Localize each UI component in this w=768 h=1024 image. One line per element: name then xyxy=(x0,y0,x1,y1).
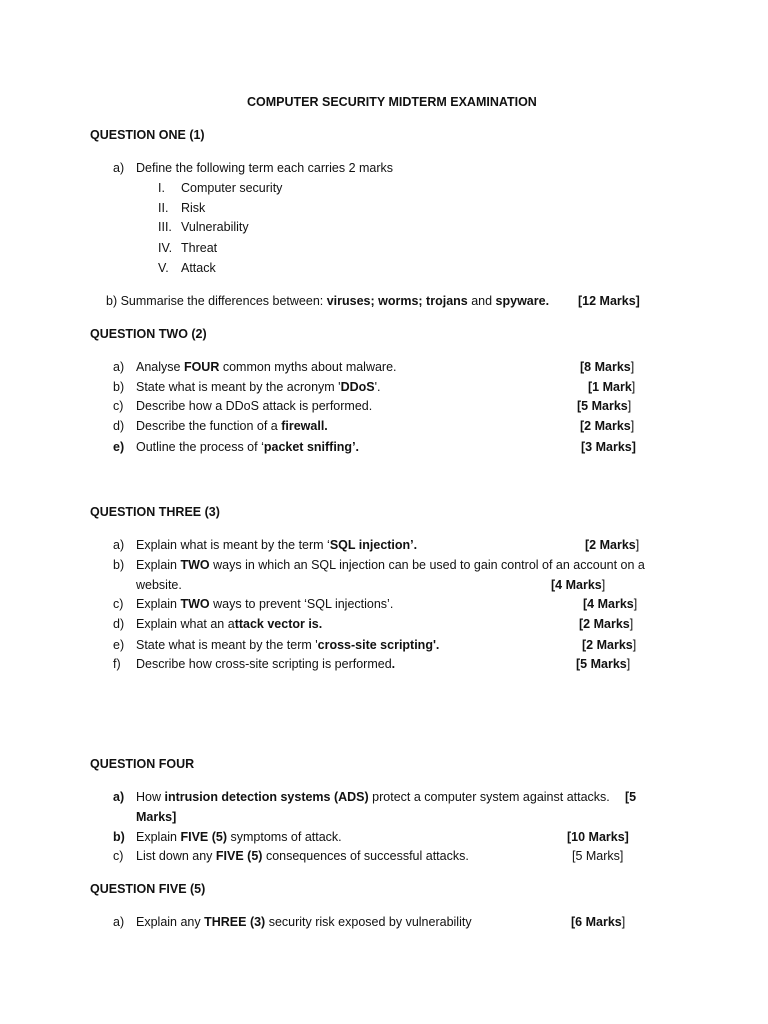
q3-item-text: State what is meant by the term 'cross-site scripting'. xyxy=(136,638,440,652)
q3-item-text: Explain TWO ways to prevent ‘SQL injections’. xyxy=(136,597,394,611)
question-two-heading: QUESTION TWO (2) xyxy=(90,327,207,341)
question-four-heading: QUESTION FOUR xyxy=(90,757,195,771)
q4-item-marks: [5 xyxy=(625,790,637,804)
q2-item-text: State what is meant by the acronym 'DDoS'. xyxy=(136,380,381,394)
q1-b-text: b) Summarise the differences between: viruses; worms; trojans and spyware. xyxy=(106,294,550,308)
q2-item-marks: [2 Marks] xyxy=(580,419,635,433)
q2-item-text: Describe how a DDoS attack is performed. xyxy=(136,399,373,413)
q4-item-text: List down any FIVE (5) consequences of successful attacks. xyxy=(136,849,469,863)
q2-item-marks: [8 Marks] xyxy=(580,360,635,374)
q2-item-label: c) xyxy=(113,399,124,413)
q4-item-label: a) xyxy=(113,790,125,804)
q1-a-label: a) xyxy=(113,161,125,175)
term-text: Threat xyxy=(181,241,218,255)
q2-item-label: e) xyxy=(113,440,125,454)
q4-item-text: How intrusion detection systems (ADS) protect a computer system against attacks. xyxy=(136,790,610,804)
q3-item-marks: [4 Marks] xyxy=(551,578,606,592)
q2-item-label: d) xyxy=(113,419,125,433)
term-num: II. xyxy=(158,201,169,215)
q2-item-label: b) xyxy=(113,380,125,394)
q3-item-marks: [2 Marks] xyxy=(582,638,637,652)
q5-item-text: Explain any THREE (3) security risk exposed by vulnerability xyxy=(136,915,472,929)
q3-item-text: Explain what is meant by the term ‘SQL injection’. xyxy=(136,538,418,552)
q4-item-marks: [10 Marks] xyxy=(567,830,629,844)
q3-item-label: e) xyxy=(113,638,125,652)
q1-a-text: Define the following term each carries 2 marks xyxy=(136,161,394,175)
question-three-heading: QUESTION THREE (3) xyxy=(90,505,220,519)
q2-item-marks: [1 Mark] xyxy=(588,380,636,394)
q3-item-label: a) xyxy=(113,538,125,552)
term-num: V. xyxy=(158,261,169,275)
term-num: III. xyxy=(158,220,172,234)
exam-title: COMPUTER SECURITY MIDTERM EXAMINATION xyxy=(247,95,537,109)
term-num: IV. xyxy=(158,241,173,255)
q4-item-label: c) xyxy=(113,849,124,863)
q4-item-text: Explain FIVE (5) symptoms of attack. xyxy=(136,830,342,844)
term-num: I. xyxy=(158,181,165,195)
term-text: Computer security xyxy=(181,181,283,195)
term-text: Vulnerability xyxy=(181,220,249,234)
q2-item-text: Describe the function of a firewall. xyxy=(136,419,328,433)
q5-item-marks: [6 Marks] xyxy=(571,915,626,929)
term-text: Attack xyxy=(181,261,216,275)
q3-item-text: Explain what an attack vector is. xyxy=(136,617,323,631)
q5-item-label: a) xyxy=(113,915,125,929)
q3-item-text: Describe how cross-site scripting is performed. xyxy=(136,657,396,671)
question-five-heading: QUESTION FIVE (5) xyxy=(90,882,206,896)
q2-item-text: Outline the process of ‘packet sniffing’. xyxy=(136,440,360,454)
q3-item-marks: [4 Marks] xyxy=(583,597,638,611)
q3-item-marks: [2 Marks] xyxy=(579,617,634,631)
q2-item-text: Analyse FOUR common myths about malware. xyxy=(136,360,397,374)
q4-item-marks: [5 Marks] xyxy=(572,849,624,863)
q3-item-text: Explain TWO ways in which an SQL injection can be used to gain control of an account on a xyxy=(136,558,645,572)
q4-item-label: b) xyxy=(113,830,125,844)
q4-item-marks-cont: Marks] xyxy=(136,810,177,824)
question-one-heading: QUESTION ONE (1) xyxy=(90,128,205,142)
q3-item-marks: [2 Marks] xyxy=(585,538,640,552)
q1-b-marks: [12 Marks] xyxy=(578,294,640,308)
q2-item-label: a) xyxy=(113,360,125,374)
q2-item-marks: [5 Marks] xyxy=(577,399,632,413)
q3-item-text-cont: website. xyxy=(136,578,182,592)
q3-item-label: f) xyxy=(113,657,121,671)
q3-item-label: d) xyxy=(113,617,125,631)
q3-item-label: c) xyxy=(113,597,124,611)
q3-item-marks: [5 Marks] xyxy=(576,657,631,671)
term-text: Risk xyxy=(181,201,206,215)
q2-item-marks: [3 Marks] xyxy=(581,440,636,454)
q3-item-label: b) xyxy=(113,558,125,572)
